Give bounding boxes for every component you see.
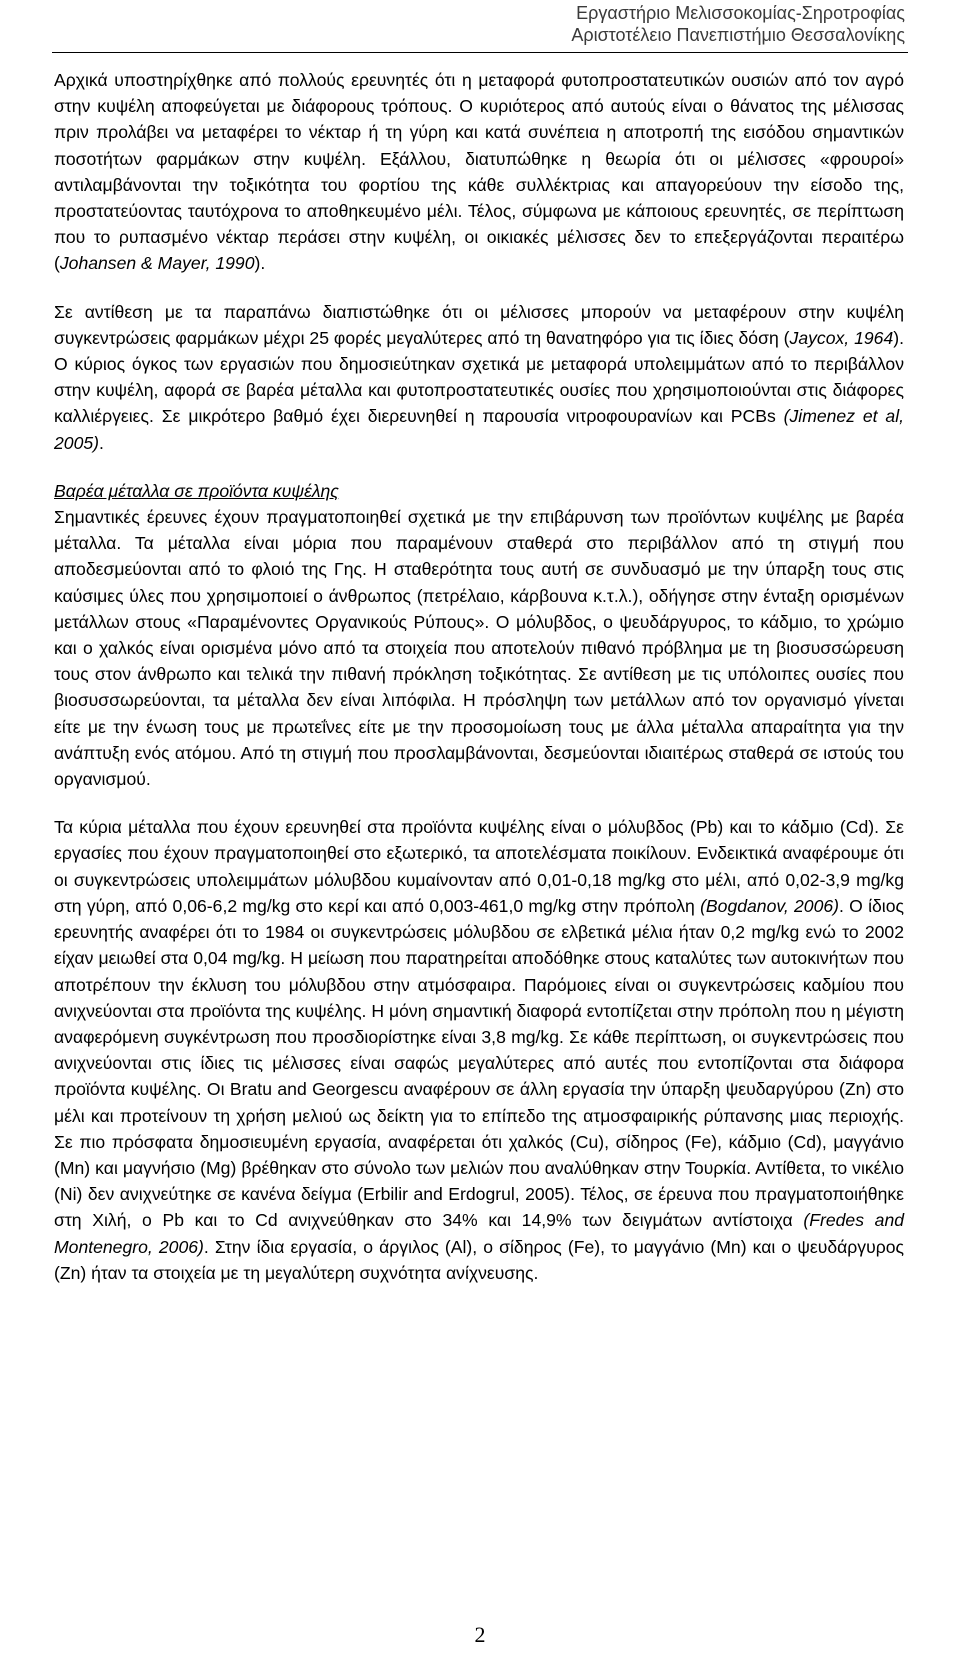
header-divider: [52, 52, 908, 53]
header-university-name: Αριστοτέλειο Πανεπιστήμιο Θεσσαλονίκης: [571, 25, 905, 45]
header-lab-name: Εργαστήριο Μελισσοκομίας-Σηροτροφίας: [576, 3, 905, 23]
page-number: 2: [474, 1622, 486, 1647]
section-subheading: Βαρέα μέταλλα σε προϊόντα κυψέλης: [54, 480, 339, 501]
paragraph-transfer-theories: Αρχικά υποστηρίχθηκε από πολλούς ερευνητές ότι η μεταφορά φυτοπροστατευτικών ουσιών από τον αγρό στην κυψέλη αποφεύγεται με διάφορους τρόπους. Ο κυριότερος από αυτούς είναι ο θάνατος της μέλισσας πριν προλάβει να μεταφέρει το νέκταρ ή τη γύρη και κατά συνέπεια η αποτροπή της εισόδου σημαντικών ποσοτήτων φαρμάκων στην κυψέλη. Εξάλλου, διατυπώθηκε η θεωρία ότι οι μέλισσες «φρουροί» αντιλαμβάνονται την τοξικότητα του φορτίου της κάθε συλλέκτριας και απαγορεύουν την είσοδο της, προστατεύοντας ταυτόχρονα το αποθηκευμένο μέλι. Τέλος, σύμφωνα με κάποιους ερευνητές, σε περίπτωση που το ρυπασμένο νέκταρ περάσει στην κυψέλη, οι οικιακές μέλισσες δεν το επεξεργάζονται περαιτέρω (Johansen & Mayer, 1990).: [54, 70, 904, 274]
citation: (Fredes and Montenegro, 2006): [54, 1210, 905, 1257]
paragraph-heavy-metals: Σημαντικές έρευνες έχουν πραγματοποιηθεί σχετικά με την επιβάρυνση των προϊόντων κυψέλης με βαρέα μέταλλα. Τα μέταλλα είναι μόρια που παραμένουν σταθερά στο περιβάλλον από τη στιγμή που αποδεσμεύονται από το φλοιό της Γης. Η σταθερότητα τους αυτή σε συνδυασμό με την ύπαρξη τους στις καύσιμες ύλες που χρησιμοποιεί ο άνθρωπος (πετρέλαιο, κάρβουνα κ.τ.λ.), οδήγησε στην ένταξη ορισμένων μετάλλων στους «Παραμένοντες Οργανικούς Ρύπους». Ο μόλυβδος, ο ψευδάργυρος, το κάδμιο, το χρώμιο και ο χαλκός είναι ορισμένα μόνο από τα στοιχεία που αποτελούν πιθανό πρόβλημα με τη βιοσυσσώρευση τους στον άνθρωπο και τελικά την πιθανή πρόκληση τοξικότητας. Σε αντίθεση με τις υπόλοιπες ουσίες που βιοσυσσωρεύονται, τα μέταλλα δεν είναι λιπόφιλα. Η πρόσληψη των μετάλλων από τον οργανισμό γίνεται είτε με την ένωση τους με πρωτεΐνες είτε με την προσομοίωση τους με άλλα μέταλλα απαραίτητα για την ανάπτυξη ενός ατόμου. Από τη στιγμή που προσλαμβάνονται, δεσμεύονται ιδιαιτέρως σταθερά σε ιστούς του οργανισμού.: [54, 507, 904, 790]
citation: (Jimenez et al, 2005): [54, 406, 904, 453]
citation: (Bogdanov, 2006): [700, 895, 840, 916]
paragraph-contrary-findings: Σε αντίθεση με τα παραπάνω διαπιστώθηκε ότι οι μέλισσες μπορούν να μεταφέρουν στην κυψέλη συγκεντρώσεις φαρμάκων μέχρι 25 φορές μεγαλύτερες από τη θανατηφόρο για τις ίδιες δόση (Jaycox, 1964). Ο κύριος όγκος των εργασιών που δημοσιεύτηκαν σχετικά με μεταφορά υπολειμμάτων από το περιβάλλον στην κυψέλη, αφορά σε βαρέα μέταλλα και φυτοπροστατευτικές ουσίες που χρησιμοποιούνται στις διάφορες καλλιέργειες. Σε μικρότερο βαθμό έχει διερευνηθεί η παρουσία νιτροφουρανίων και PCBs (Jimenez et al, 2005).: [54, 301, 904, 453]
citation: Johansen & Mayer, 1990: [59, 253, 255, 274]
paragraph-lead-cadmium: Τα κύρια μέταλλα που έχουν ερευνηθεί στα προϊόντα κυψέλης είναι ο μόλυβδος (Pb) και το κάδμιο (Cd). Σε εργασίες που έχουν πραγματοποιηθεί στο εξωτερικό, τα αποτελέσματα ποικίλουν. Ενδεικτικά αναφέρουμε ότι οι συγκεντρώσεις υπολειμμάτων μόλυβδου κυμαίνονταν από 0,01-0,18 mg/kg στο μέλι, από 0,02-3,9 mg/kg στη γύρη, από 0,06-6,2 mg/kg στο κερί και από 0,003-461,0 mg/kg στην πρόπολη (Bogdanov, 2006). Ο ίδιος ερευνητής αναφέρει ότι το 1984 οι συγκεντρώσεις μόλυβδου σε ελβετικά μέλια ήταν 0,2 mg/kg ενώ το 2002 είχαν μειωθεί στα 0,04 mg/kg. Η μείωση που παρατηρείται αποδόθηκε στους καταλύτες των αυτοκινήτων που αποτρέπουν την έκλυση του μόλυβδου στην ατμόσφαιρα. Παρόμοιες είναι οι συγκεντρώσεις καδμίου που ανιχνεύονται στα προϊόντα της κυψέλης. Η μόνη σημαντική διαφορά εντοπίζεται στην πρόπολη που η μέγιστη αναφερόμενη συγκέντρωση που προσδιορίστηκε είναι 3,8 mg/kg. Σε κάθε περίπτωση, οι συγκεντρώσεις που ανιχνεύονται στις ίδιες τις μέλισσες είναι σαφώς μεγαλύτερες από αυτές που εντοπίζονται στα διάφορα προϊόντα κυψέλης. Οι Bratu and Georgescu αναφέρουν σε άλλη εργασία την ύπαρξη ψευδαργύρου (Zn) στο μέλι και προτείνουν τη χρήση μελιού ως δείκτη για το επίπεδο της ατμοσφαιρικής ρύπανσης μιας περιοχής. Σε πιο πρόσφατα δημοσιευμένη εργασία, αναφέρεται ότι χαλκός (Cu), σίδηρος (Fe), κάδμιο (Cd), μαγγάνιο (Mn) και μαγνήσιο (Mg) βρέθηκαν στο σύνολο των μελιών που αναλύθηκαν στην Τουρκία. Αντίθετα, το νικέλιο (Ni) δεν ανιχνεύτηκε σε κανένα δείγμα (Erbilir and Erdogrul, 2005). Τέλος, σε έρευνα που πραγματοποιήθηκε στη Χιλή, ο Pb και το Cd ανιχνεύθηκαν στο 34% και 14,9% των δειγμάτων αντίστοιχα (Fredes and Montenegro, 2006). Στην ίδια εργασία, ο άργιλος (Al), ο σίδηρος (Fe), το μαγγάνιο (Mn) και ο ψευδάργυρος (Zn) ήταν τα στοιχεία με τη μεγαλύτερη συχνότητα ανίχνευσης.: [54, 817, 905, 1283]
citation: Jaycox, 1964: [789, 327, 894, 348]
body-text: [54, 67, 904, 1286]
page-header: [571, 2, 905, 46]
